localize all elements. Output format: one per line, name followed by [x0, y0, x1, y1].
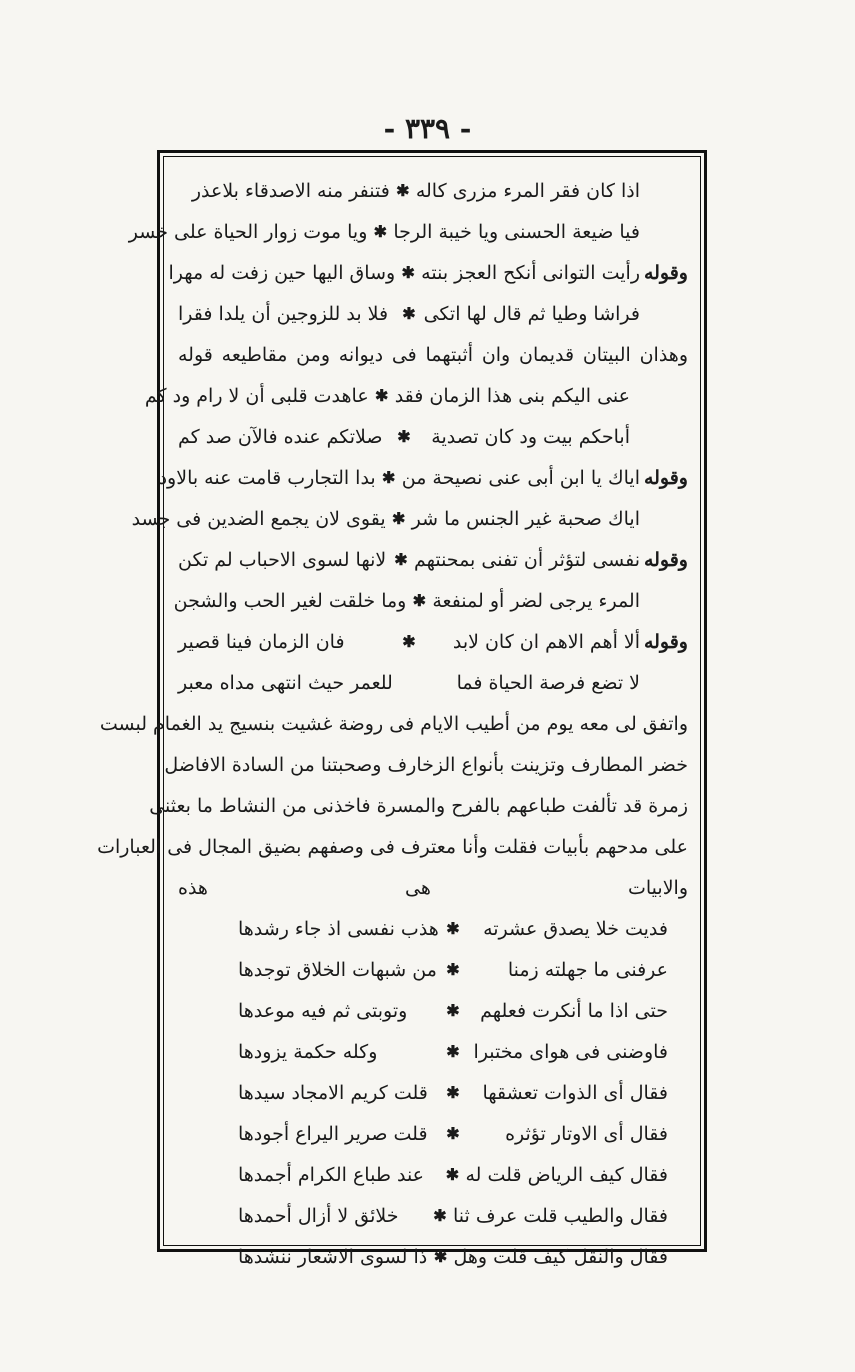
verse-line — [178, 416, 688, 457]
verse-separator: ✱ — [433, 1206, 447, 1225]
verse-line — [178, 621, 688, 662]
verse-second-hemistich: صلاتكم عنده فالآن صد كم — [178, 425, 383, 448]
prose-line — [164, 744, 688, 785]
verse-separator: ✱ — [446, 919, 460, 938]
verse-second-hemistich: فلا بد للزوجين أن يلدا فقرا — [178, 302, 389, 325]
verse-first-hemistich: فقال كيف الرياض قلت له — [465, 1163, 668, 1186]
verse-second-hemistich: من شبهات الخلاق توجدها — [238, 958, 437, 981]
verse-second-hemistich: وكله حكمة يزودها — [238, 1040, 378, 1063]
verse-separator: ✱ — [433, 1247, 448, 1266]
prose-line — [97, 826, 688, 867]
verse-line — [238, 1236, 668, 1277]
verse-separator: ✱ — [445, 1165, 460, 1184]
verse-second-hemistich: هذب نفسى اذ جاء رشدها — [238, 917, 439, 940]
verse-label: وقوله — [643, 261, 688, 284]
verse-separator: ✱ — [394, 550, 408, 569]
prose-line — [149, 785, 688, 826]
verse-line — [178, 662, 688, 703]
verse-separator: ✱ — [373, 222, 388, 241]
verse-first-hemistich: فقال والنقل كيف قلت وهل — [453, 1245, 668, 1268]
verse-label: وقوله — [643, 548, 688, 571]
verse-line — [238, 1113, 668, 1154]
verse-line — [178, 170, 688, 211]
verse-first-hemistich: رأيت التوانى أنكح العجز بنته — [421, 261, 640, 284]
verse-second-hemistich: يقوى لان يجمع الضدين فى جسد — [131, 507, 386, 530]
verse-line — [238, 1031, 668, 1072]
verse-second-hemistich: فتنفر منه الاصدقاء بلاعذر — [191, 179, 390, 202]
verse-first-hemistich: لا تضع فرصة الحياة فما — [456, 671, 640, 694]
verse-first-hemistich: ألا أهم الاهم ان كان لابد — [452, 630, 640, 653]
verse-first-hemistich: حتى اذا ما أنكرت فعلهم — [480, 999, 668, 1022]
verse-first-hemistich: اياك صحبة غير الجنس ما شر — [411, 507, 640, 530]
prose-text: زمرة قد تألفت طباعهم بالفرح والمسرة فاخذنى من النشاط ما بعثنى — [149, 794, 688, 817]
verse-line — [238, 908, 668, 949]
prose-line — [178, 867, 688, 908]
verse-second-hemistich: قلت كريم الامجاد سيدها — [238, 1081, 428, 1104]
verse-first-hemistich: نفسى لتؤثر أن تفنى بمحنتهم — [413, 548, 640, 571]
verse-separator: ✱ — [382, 468, 396, 487]
verse-line — [168, 252, 688, 293]
verse-second-hemistich: عاهدت قلبى أن لا رام ود كم — [144, 384, 369, 407]
verse-first-hemistich: عرفنى ما جهلته زمنا — [507, 958, 668, 981]
verse-separator: ✱ — [402, 632, 416, 651]
verse-line — [173, 580, 688, 621]
verse-second-hemistich: وتوبتى ثم فيه موعدها — [238, 999, 408, 1022]
verse-line — [131, 498, 688, 539]
verse-separator: ✱ — [374, 386, 389, 405]
poem-list — [178, 908, 688, 1277]
page-body — [97, 170, 688, 1268]
verse-separator: ✱ — [391, 509, 406, 528]
verse-line — [238, 1072, 668, 1113]
prose-line — [99, 703, 688, 744]
verse-first-hemistich: فقال أى الذوات تعشقها — [482, 1081, 668, 1104]
verse-first-hemistich: اذا كان فقر المرء مزرى كاله — [415, 179, 640, 202]
prose-text: خضر المطارف وتزينت بأنواع الزخارف وصحبتنا من السادة الافاضل — [164, 753, 688, 776]
verse-label: وقوله — [643, 466, 688, 489]
verse-first-hemistich: أباحكم بيت ود كان تصدية — [431, 425, 630, 448]
verse-line — [128, 211, 688, 252]
verse-second-hemistich: عند طباع الكرام أجمدها — [238, 1163, 425, 1186]
verse-separator: ✱ — [397, 427, 411, 446]
prose-text: وهذان البيتان قديمان وان أثبتهما فى ديوانه ومن مقاطيعه قوله — [178, 343, 688, 366]
verse-first-hemistich: فقال أى الاوتار تؤثره — [505, 1122, 668, 1145]
verse-first-hemistich: فيا ضيعة الحسنى ويا خيبة الرجا — [393, 220, 640, 243]
verse-line — [238, 1154, 668, 1195]
verse-second-hemistich: ذا لسوى الاشعار ننشدها — [238, 1245, 428, 1268]
verse-second-hemistich: فان الزمان فينا قصير — [178, 630, 345, 653]
verse-line — [158, 457, 688, 498]
verse-first-hemistich: فقال والطيب قلت عرف ثنا — [452, 1204, 668, 1227]
verse-line — [178, 293, 688, 334]
prose-text: والابيات هى هذه — [178, 876, 688, 899]
verse-second-hemistich: بدا التجارب قامت عنه بالاود — [158, 466, 376, 489]
verse-separator: ✱ — [402, 304, 416, 323]
verse-second-hemistich: للعمر حيث انتهى مداه معبر — [178, 671, 393, 694]
verse-separator: ✱ — [446, 1124, 460, 1143]
prose-line — [178, 334, 688, 375]
verse-first-hemistich: فاوضنى فى هواى مختبرا — [473, 1040, 668, 1063]
verse-separator: ✱ — [446, 960, 460, 979]
prose-text: على مدحهم بأبيات فقلت وأنا معترف فى وصفهم بضيق المجال فى العبارات — [97, 835, 688, 858]
verse-separator: ✱ — [401, 263, 415, 282]
prose-text: واتفق لى معه يوم من أطيب الايام فى روضة غشيت بنسيج يد الغمام لبست — [99, 712, 688, 735]
verse-separator: ✱ — [446, 1042, 460, 1061]
verse-separator: ✱ — [396, 181, 410, 200]
verse-separator: ✱ — [446, 1001, 460, 1020]
verse-line — [238, 949, 668, 990]
verse-second-hemistich: وساق اليها حين زفت له مهرا — [168, 261, 396, 284]
verse-second-hemistich: قلت صرير اليراع أجودها — [238, 1122, 428, 1145]
page-number: - ٣٣٩ - — [383, 112, 472, 145]
verse-first-hemistich: فديت خلا يصدق عشرته — [483, 917, 668, 940]
verse-separator: ✱ — [412, 591, 427, 610]
verse-first-hemistich: عنى اليكم بنى هذا الزمان فقد — [394, 384, 630, 407]
verse-separator: ✱ — [446, 1083, 460, 1102]
verse-line — [238, 990, 668, 1031]
verse-line — [238, 1195, 668, 1236]
verse-second-hemistich: وما خلقت لغير الحب والشجن — [173, 589, 407, 612]
verse-second-hemistich: خلائق لا أزال أحمدها — [238, 1204, 399, 1227]
verse-first-hemistich: اياك يا ابن أبى عنى نصيحة من — [401, 466, 640, 489]
verse-second-hemistich: ويا موت زوار الحياة على خسر — [128, 220, 368, 243]
verse-first-hemistich: فراشا وطيا ثم قال لها اتكى — [423, 302, 640, 325]
verse-line — [178, 539, 688, 580]
verse-line — [144, 375, 688, 416]
verse-label: وقوله — [643, 630, 688, 653]
verse-second-hemistich: لانها لسوى الاحباب لم تكن — [178, 548, 387, 571]
verse-first-hemistich: المرء يرجى لضر أو لمنفعة — [432, 589, 640, 612]
